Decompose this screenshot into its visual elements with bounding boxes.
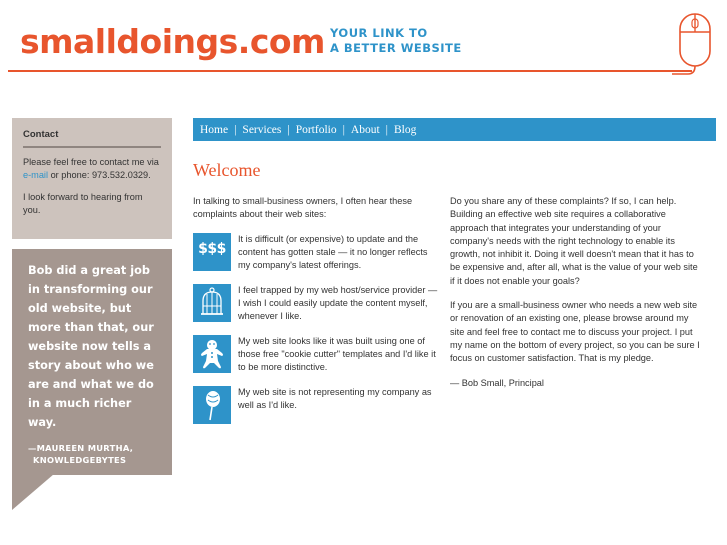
pitch-paragraph: Do you share any of these complaints? If so, I can help. Building an effective web site requires a collaborative approach that integrates your understanding of your company's needs with the right technology to enable its growth, not inhibit it. Doing it well doesn't mean that it has to be expensive and, after all, what is the value of your web site if it does not enable your goals? xyxy=(450,196,698,286)
header-divider xyxy=(8,70,692,72)
contact-closing: I look forward to hearing from you. xyxy=(23,192,143,215)
page-title: Welcome xyxy=(193,160,261,180)
nav-blog[interactable]: Blog xyxy=(393,123,417,136)
nav-separator: | xyxy=(385,123,388,136)
site-tagline xyxy=(330,26,462,56)
nav-separator: | xyxy=(234,123,237,136)
nav-portfolio[interactable]: Portfolio xyxy=(295,123,337,136)
dollar-icon-text: $$$ xyxy=(198,241,226,257)
signature: — Bob Small, Principal xyxy=(450,377,544,388)
testimonial-panel xyxy=(12,249,172,475)
birdcage-icon xyxy=(193,284,231,322)
dollar-icon xyxy=(193,233,231,271)
tagline-line-2: A BETTER WEBSITE xyxy=(330,41,462,55)
intro-text: In talking to small-business owners, I often hear these complaints about their web sites: xyxy=(193,196,413,219)
complaint-text: My web site is not representing my company as well as I'd like. xyxy=(238,387,432,410)
testimonial-author xyxy=(28,442,162,466)
contact-title: Contact xyxy=(23,129,161,148)
testimonial-author-company: KNOWLEDGEBYTES xyxy=(33,455,127,465)
testimonial-author-name: —MAUREEN MURTHA, xyxy=(28,443,134,453)
tagline-line-1: YOUR LINK TO xyxy=(330,26,428,40)
lollipop-icon xyxy=(193,386,231,424)
main-right-column xyxy=(450,195,700,390)
complaint-text: I feel trapped by my web host/service provider — I wish I could easily update the content myself, whenever I like. xyxy=(238,285,438,321)
testimonial-speech-tail xyxy=(12,474,54,510)
mouse-icon xyxy=(672,10,716,76)
contact-text-before: Please feel free to contact me via xyxy=(23,157,159,167)
contact-info xyxy=(23,156,161,181)
email-link[interactable]: e-mail xyxy=(23,169,49,180)
testimonial-text: Bob did a great job in transforming our old website, but more than that, our website now tells a story about who we are and what we do in a much richer way. xyxy=(28,264,154,429)
nav-separator: | xyxy=(287,123,290,136)
nav-separator: | xyxy=(342,123,345,136)
gingerbread-man-icon xyxy=(193,335,231,373)
main-nav xyxy=(193,118,716,141)
site-logo[interactable]: smalldoings.com xyxy=(20,22,325,61)
nav-services[interactable]: Services xyxy=(242,123,282,136)
contact-phone: or phone: 973.532.0329. xyxy=(48,169,151,180)
contact-text xyxy=(23,156,161,216)
complaint-text: My web site looks like it was built using one of those free "cookie cutter" templates and I'd like it to be more distinctive. xyxy=(238,336,436,372)
nav-home[interactable]: Home xyxy=(200,123,229,136)
complaint-text: It is difficult (or expensive) to update and the content has gotten stale — it no longer reflects my company's latest offerings. xyxy=(238,234,428,270)
contact-panel xyxy=(12,118,172,239)
cta-paragraph: If you are a small-business owner who needs a new web site or renovation of an existing one, please browse around my site and feel free to contact me to discuss your project. I put my name on the bottom of every project, so you can be sure I focus on customer satisfaction. That is my pledge. xyxy=(450,300,700,364)
nav-about[interactable]: About xyxy=(350,123,380,136)
